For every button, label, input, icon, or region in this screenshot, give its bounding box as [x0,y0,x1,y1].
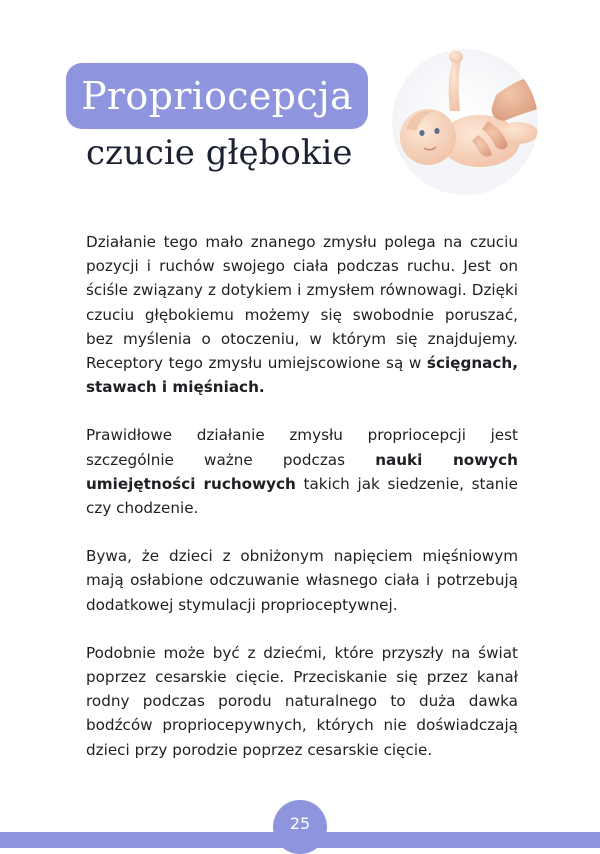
paragraph-2-text: Prawidłowe działanie zmysłu propriocepcji jest szczególnie ważne podczas [86,426,518,469]
paragraph-1 [86,230,518,399]
paragraph-1-text: Działanie tego mało znanego zmysłu polega na czuciu pozycji i ruchów swojego ciała podczas ruchu. Jest on ściśle związany z dotykiem i zmysłem równowagi. Dzięki czuciu głębokiemu możemy się swobodnie poruszać, bez myślenia o otoczeniu, w którym się znajdujemy. Receptory tego zmysłu umiejscowione są w [86,233,518,373]
body-text [86,230,518,786]
paragraph-1-bold: ścięgnach, stawach i mięśniach. [86,354,518,397]
paragraph-2-after: takich jak siedzenie, stanie czy chodzenie. [86,474,518,518]
baby-massage-photo [392,49,538,195]
page-title: Propriocepcja [81,74,353,118]
page-subtitle: czucie głębokie [86,133,353,173]
page-number: 25 [289,814,311,833]
title-box [66,63,368,129]
paragraph-4: Podobnie może być z dziećmi, które przyszły na świat poprzez cesarskie cięcie. Przeciskanie się przez kanał rodny podczas porodu naturalnego to duża dawka bodźców propriocepywnych, których nie doświadczają dzieci przy porodzie poprzez cesarskie cięcie. [86,643,518,759]
paragraph-2 [86,423,518,520]
photo-illustration [392,49,538,195]
paragraph-3: Bywa, że dzieci z obniżonym napięciem mięśniowym mają osłabione odczuwanie własnego ciała i potrzebują dodatkowej stymulacji proprioceptywnej. [86,547,518,614]
paragraph-2-bold: nauki nowych umiejętności ruchowych [86,450,518,493]
